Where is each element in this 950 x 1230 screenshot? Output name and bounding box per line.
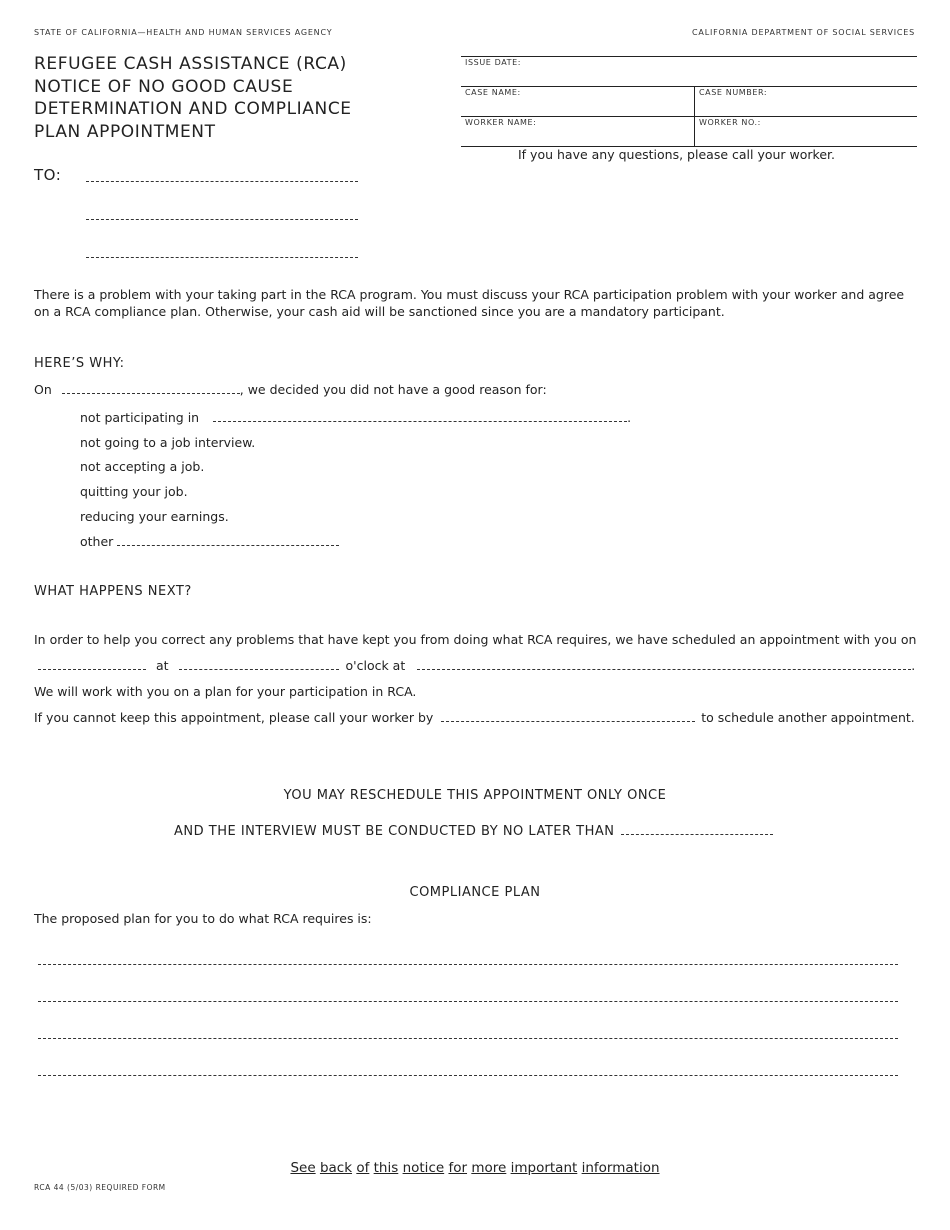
title-line: NOTICE OF NO GOOD CAUSE [34,76,294,97]
reason-reducing: reducing your earnings. [80,509,229,524]
footer-word: information [581,1160,660,1176]
interview-deadline-blank[interactable] [621,833,773,835]
issue-date-label: ISSUE DATE: [465,58,522,67]
footer-word: this [373,1160,399,1176]
department-header: CALIFORNIA DEPARTMENT OF SOCIAL SERVICES [692,28,915,37]
questions-text: If you have any questions, please call your worker. [518,147,835,162]
appointment-line: at o'clock at . [34,658,915,673]
intro-paragraph: There is a problem with your taking part in the RCA program. You must discuss your RCA participation problem with your worker and agree on a RCA compliance plan. Otherwise, your cash aid will be sanctioned since you are a mandatory participant. [34,287,905,319]
case-number-field[interactable] [695,87,918,117]
reason-accepting: not accepting a job. [80,459,205,474]
what-next-heading: WHAT HAPPENS NEXT? [34,584,192,599]
case-name-label: CASE NAME: [465,88,521,97]
participating-blank[interactable] [213,420,627,422]
title-line: REFUGEE CASH ASSISTANCE (RCA) [34,54,347,74]
case-name-field[interactable] [461,87,695,117]
case-info-box [461,56,917,147]
appointment-time-blank[interactable] [179,668,339,670]
oclock-label: o'clock at [345,658,406,673]
interview-deadline-notice [174,824,773,839]
reschedule-instructions [34,710,915,725]
appointment-date-blank[interactable] [38,668,146,670]
worker-no-label: WORKER NO.: [699,118,761,127]
on-label: On [34,382,52,397]
decision-date-blank[interactable] [62,392,240,394]
other-blank[interactable] [117,544,339,546]
issue-date-field[interactable] [461,57,917,87]
reason-participating-label: not participating in [80,410,200,425]
footer-word: important [510,1160,578,1176]
address-line-1[interactable] [86,181,358,182]
to-label: TO: [34,166,62,184]
appointment-text: In order to help you correct any problems that have kept you from doing what RCA requires, we have scheduled an appointment with you on [34,632,917,647]
at-label: at [155,658,169,673]
reason-quitting: quitting your job. [80,484,188,499]
footer-word: for [448,1160,468,1176]
footer-word: notice [402,1160,445,1176]
footer-word: of [356,1160,370,1176]
footer-word: See [290,1160,316,1176]
see-back-notice [0,1160,950,1176]
footer-word: more [471,1160,507,1176]
reason-other [80,534,339,549]
title-line: PLAN APPOINTMENT [34,121,216,142]
decision-line [34,382,547,397]
compliance-plan-heading: COMPLIANCE PLAN [409,885,541,900]
worker-name-label: WORKER NAME: [465,118,537,127]
compliance-plan-intro: The proposed plan for you to do what RCA requires is: [34,911,372,926]
call-worker-text: If you cannot keep this appointment, please call your worker by [34,710,434,725]
heres-why-heading: HERE’S WHY: [34,356,125,371]
call-by-date-blank[interactable] [441,720,695,722]
compliance-plan-line-3[interactable] [38,1038,898,1039]
reason-interview: not going to a job interview. [80,435,256,450]
title-line: DETERMINATION AND COMPLIANCE [34,99,352,119]
reason-other-label: other [80,534,114,549]
compliance-plan-line-2[interactable] [38,1001,898,1002]
schedule-another-text: to schedule another appointment. [701,710,915,725]
reason-participating: not participating in . [80,410,632,425]
footer-word: back [319,1160,353,1176]
compliance-plan-line-4[interactable] [38,1075,898,1076]
address-line-2[interactable] [86,219,358,220]
plan-text: We will work with you on a plan for your participation in RCA. [34,684,417,699]
appointment-location-blank[interactable] [417,668,911,670]
case-number-label: CASE NUMBER: [699,88,768,97]
interview-deadline-text: AND THE INTERVIEW MUST BE CONDUCTED BY NO LATER THAN [174,824,615,839]
worker-no-field[interactable] [695,117,918,147]
form-id: RCA 44 (5/03) REQUIRED FORM [34,1183,166,1192]
form-title [34,53,434,143]
decided-text: , we decided you did not have a good reason for: [239,382,547,397]
worker-name-field[interactable] [461,117,695,147]
reschedule-once-notice: YOU MAY RESCHEDULE THIS APPOINTMENT ONLY ONCE [283,788,667,803]
compliance-plan-line-1[interactable] [38,964,898,965]
agency-header: STATE OF CALIFORNIA—HEALTH AND HUMAN SERVICES AGENCY [34,28,333,37]
address-line-3[interactable] [86,257,358,258]
